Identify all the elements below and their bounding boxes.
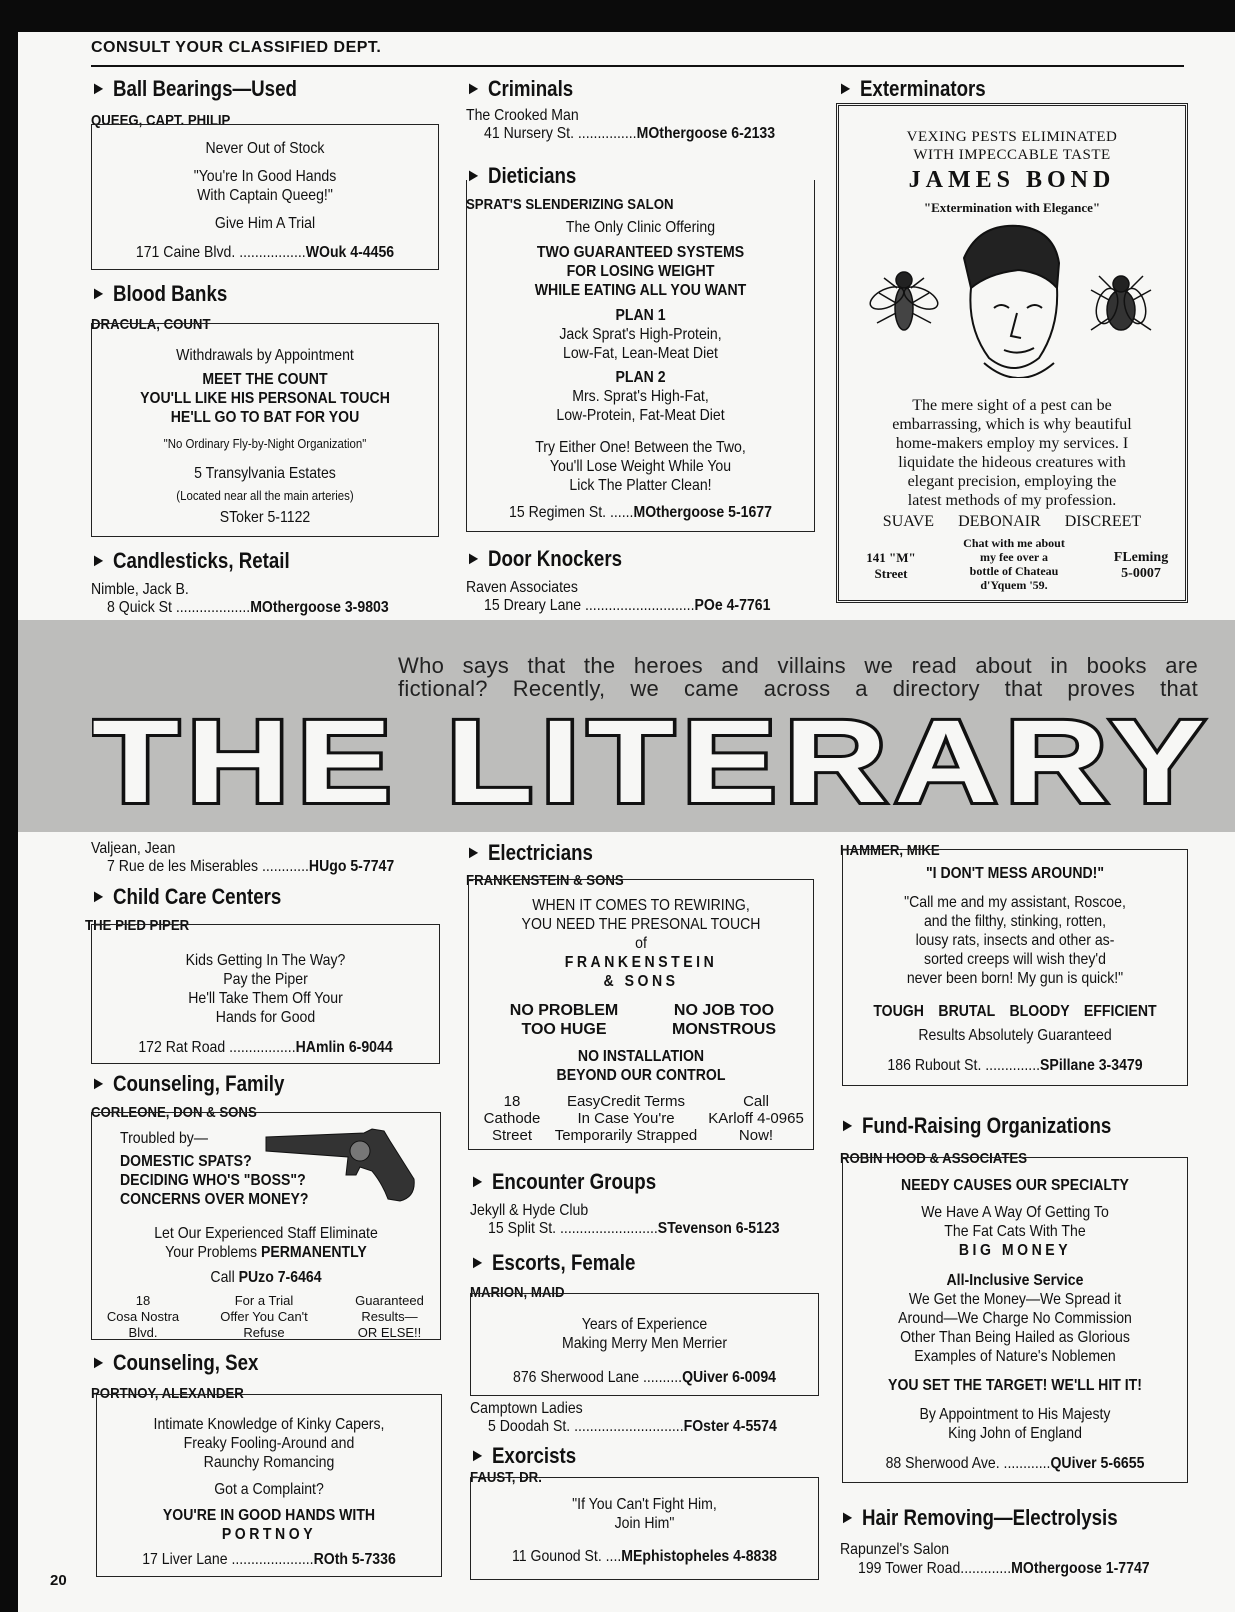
listing-address [484,125,775,143]
ad-line: All-Inclusive Service [946,1272,1084,1289]
ad-line: (Located near all the main arteries) [176,488,354,503]
phone: PUzo 7-6464 [238,1269,322,1286]
ad-line: MONSTROUS [672,1021,776,1038]
ad-line: Pay the Piper [223,971,308,988]
arrow-icon: ► [840,1115,856,1135]
ad-line: latest methods of my profession. [907,492,1117,509]
phone: QUiver 5-6655 [1050,1455,1145,1472]
ad-line: Refuse [243,1325,285,1340]
section-heading: Ball Bearings—Used [112,76,297,101]
section-heading: Exorcists [491,1443,577,1468]
ad-line: "If You Can't Fight Him, [572,1496,717,1513]
tagline-line: Who says that the heroes and villains we read about in books are [398,653,1198,678]
listing-name: FRANKENSTEIN & SONS [466,872,624,889]
phone: HAmlin 6-9044 [295,1039,393,1056]
ad-line: PLAN 1 [615,307,666,324]
ad-box-pied-piper [91,924,440,1064]
arrow-icon: ► [91,283,107,303]
ad-line: Call [743,1093,769,1110]
section-counseling-sex [91,1350,258,1376]
ad-title: JAMES BOND [908,167,1116,193]
arrow-icon: ► [470,1252,486,1272]
address: 17 Liver Lane ..................... [142,1551,314,1568]
ad-emphasis: PERMANENTLY [260,1244,367,1261]
ad-line: 18 [503,1093,521,1110]
ad-line: With Captain Queeg!" [197,187,333,204]
section-ball-bearings [91,76,297,102]
arrow-icon: ► [91,550,107,570]
section-heading: Counseling, Sex [112,1350,259,1375]
listing-address [107,599,389,617]
ad-line: lousy rats, insects and other as- [915,932,1115,949]
ad-address [851,550,931,582]
ad-line: TWO GUARANTEED SYSTEMS [536,244,745,261]
arrow-icon: ► [91,886,107,906]
tagline [398,654,1198,700]
ad-line: 18 [135,1293,151,1308]
section-heading: Encounter Groups [491,1169,657,1194]
ad-line: You'll Lose Weight While You [549,458,732,475]
ad-line: Troubled by— [120,1130,208,1147]
ad-line: "I DON'T MESS AROUND!" [925,865,1105,882]
ad-line: Got a Complaint? [214,1481,324,1498]
section-electricians [466,840,593,866]
arrow-icon: ► [91,1352,107,1372]
phone: MEphistopheles 4-8838 [621,1548,778,1565]
section-heading: Child Care Centers [112,884,282,909]
ad-line: "You're In Good Hands [193,168,337,185]
listing-name: Rapunzel's Salon [840,1541,950,1558]
section-heading: Escorts, Female [491,1250,636,1275]
ad-line: For a Trial [234,1293,294,1308]
ad-line: NO INSTALLATION [577,1048,705,1065]
ad-call [701,1093,811,1144]
phone: ROth 5-7336 [313,1551,396,1568]
listing-name: Camptown Ladies [470,1400,583,1417]
listing-name: ROBIN HOOD & ASSOCIATES [840,1150,1028,1167]
section-escorts [470,1250,635,1276]
ad-box-frankenstein [468,879,814,1150]
ad-line: Intimate Knowledge of Kinky Capers, [153,1416,385,1433]
section-criminals [466,76,573,102]
ad-line: Your Problems [165,1244,258,1261]
listing-address [488,1220,780,1238]
illustration [859,218,1169,378]
ad-line: YOU SET THE TARGET! WE'LL HIT IT! [888,1377,1142,1394]
section-heading: Blood Banks [112,281,228,306]
banner-text: THE LITERARY [92,712,1212,812]
ad-line: Call [210,1269,235,1286]
section-heading: Door Knockers [487,546,623,571]
ad-line: Other Than Being Hailed as Glorious [900,1329,1130,1346]
ad-line: Examples of Nature's Noblemen [914,1348,1116,1365]
ad-line: DECIDING WHO'S "BOSS"? [120,1172,306,1189]
ad-line: In Case You're [577,1110,675,1127]
listing-name: Valjean, Jean [91,840,176,857]
ad-box-robin-hood [842,1157,1188,1483]
ad-box-sprat [466,180,815,532]
ad-line: Low-Protein, Fat-Meat Diet [556,407,725,424]
listing-name: FAUST, DR. [470,1469,542,1486]
ad-line: NEEDY CAUSES OUR SPECIALTY [901,1177,1129,1194]
ad-line: YOU NEED THE PRESONAL TOUCH [521,916,761,933]
ad-line: sorted creeps will wish they'd [924,951,1106,968]
ad-address [473,1093,551,1144]
phone: MOthergoose 6-2133 [636,125,776,142]
address: 15 Regimen St. ...... [509,504,634,521]
ad-paragraph [839,396,1185,510]
ad-line: Freaky Fooling-Around and [183,1435,355,1452]
ad-line: Hands for Good [215,1009,316,1026]
arrow-icon: ► [470,1445,486,1465]
ad-keywords [864,1002,1167,1021]
ad-box-queeg [91,124,439,270]
ad-line: FLeming [1113,550,1169,565]
fly-left-icon [867,272,941,330]
ad-line: PORTNOY [221,1526,317,1543]
ad-line: 141 "M" [866,550,916,565]
section-heading: Fund-Raising Organizations [861,1113,1112,1138]
section-blood-banks [91,281,227,307]
address: 41 Nursery St. ............... [484,125,637,142]
ad-line: NO PROBLEM [509,1002,619,1019]
ad-box-portnoy [96,1394,442,1577]
ad-box-james-bond [836,103,1188,603]
ad-line: "Call me and my assistant, Roscoe, [904,894,1126,911]
phone: QUiver 6-0094 [682,1369,776,1386]
ad-line: BEYOND OUR CONTROL [556,1067,726,1084]
section-heading: Counseling, Family [112,1071,285,1096]
address: 15 Split St. ......................... [488,1220,658,1237]
ad-line: embarrassing, which is why beautiful [892,416,1132,433]
keyword: TOUGH [873,1003,924,1020]
top-border [0,0,1235,32]
header-rule [91,65,1184,67]
ad-column [649,1001,799,1039]
ad-line: WITH IMPECCABLE TASTE [913,147,1111,163]
ad-line: elegant precision, employing the [907,473,1117,490]
ad-line: WHILE EATING ALL YOU WANT [534,282,747,299]
section-child-care [91,884,281,910]
ad-box-corleone [91,1112,441,1340]
ad-line: Guaranteed [355,1293,424,1308]
ad-line: The Fat Cats With The [944,1223,1086,1240]
ad-line: home-makers employ my services. I [895,435,1129,452]
arrow-icon: ► [91,1073,107,1093]
ad-line: Results— [361,1309,418,1324]
listing-name: The Crooked Man [466,107,579,124]
arrow-icon: ► [466,548,482,568]
listing-name: CORLEONE, DON & SONS [91,1104,257,1121]
address: 172 Rat Road ................. [138,1039,296,1056]
ad-line: Making Merry Men Merrier [561,1335,728,1352]
ad-line: Results Absolutely Guaranteed [918,1027,1112,1044]
ad-line: OR ELSE!! [357,1325,422,1340]
listing-address [858,1560,1150,1578]
ad-line: WHEN IT COMES TO REWIRING, [532,897,750,914]
ad-box-faust [470,1477,819,1580]
ad-line: Try Either One! Between the Two, [535,439,746,456]
page-header: CONSULT YOUR CLASSIFIED DEPT. [91,39,382,56]
ad-box-dracula [91,323,439,537]
section-fund-raising [840,1113,1111,1139]
ad-line: VEXING PESTS ELIMINATED [906,129,1118,145]
ad-line: King John of England [948,1425,1082,1442]
section-encounter-groups [470,1169,656,1195]
ad-line: Give Him A Trial [214,215,316,232]
ad-line: liquidate the hideous creatures with [898,454,1126,471]
ad-line: & SONS [603,973,679,990]
phone: STevenson 6-5123 [657,1220,780,1237]
section-exorcists [470,1443,576,1469]
section-heading: Candlesticks, Retail [112,548,290,573]
phone: MOthergoose 1-7747 [1011,1560,1150,1577]
fly-right-icon [1091,276,1151,330]
ad-line: Let Our Experienced Staff Eliminate [154,1225,378,1242]
ad-line: Street [874,566,908,581]
section-exterminators [838,76,986,102]
revolver-icon [264,1127,422,1203]
ad-line: HE'LL GO TO BAT FOR YOU [170,409,360,426]
ad-line: Blvd. [128,1325,158,1340]
address: 88 Sherwood Ave. ............ [885,1455,1051,1472]
section-heading: Hair Removing—Electrolysis [861,1505,1118,1530]
ad-line: Jack Sprat's High-Protein, [559,326,722,343]
banner-title [92,712,1235,812]
ad-chat [934,536,1094,592]
ad-line: BIG MONEY [958,1242,1072,1259]
ad-line: Years of Experience [581,1316,708,1333]
ad-line: CONCERNS OVER MONEY? [120,1191,309,1208]
ad-line: "No Ordinary Fly-by-Night Organization" [163,436,367,451]
ad-line: YOU'LL LIKE HIS PERSONAL TOUCH [140,390,390,407]
ad-line: Cathode [483,1110,541,1127]
ad-line: Withdrawals by Appointment [176,347,354,364]
ad-line: Raunchy Romancing [203,1454,335,1471]
ad-line: PLAN 2 [615,369,666,386]
listing-address [484,597,770,615]
ad-line: He'll Take Them Off Your [188,990,343,1007]
ad-line: DOMESTIC SPATS? [120,1153,252,1170]
ad-line: By Appointment to His Majesty [919,1406,1111,1423]
ad-offer [204,1293,324,1341]
phone: FOster 4-5574 [683,1418,777,1435]
ad-box-hammer [842,849,1188,1086]
ad-line: and the filthy, stinking, rotten, [923,913,1107,930]
ad-line: Mrs. Sprat's High-Fat, [572,388,709,405]
listing-name: QUEEG, CAPT. PHILIP [91,112,231,129]
ad-guarantee [342,1293,437,1341]
left-border [0,0,18,1612]
arrow-icon: ► [466,78,482,98]
section-heading: Exterminators [859,76,986,101]
phone: HUgo 5-7747 [308,858,395,875]
address: 199 Tower Road............. [858,1560,1012,1577]
ad-line: The Only Clinic Offering [565,219,716,236]
arrow-icon: ► [840,1507,856,1527]
address: 7 Rue de les Miserables ............ [107,858,309,875]
ad-line: bottle of Chateau [969,564,1059,578]
keyword: DEBONAIR [958,513,1041,530]
listing-address [107,858,394,876]
section-counseling-family [91,1071,284,1097]
phone: SPillane 3-3479 [1040,1057,1143,1074]
address: 8 Quick St ................... [107,599,251,616]
ad-phone [1101,550,1181,582]
ad-column [489,1001,639,1039]
ad-line: We Get the Money—We Spread it [908,1291,1122,1308]
ad-address [98,1293,188,1341]
ad-line: YOU'RE IN GOOD HANDS WITH [162,1507,376,1524]
address: 876 Sherwood Lane .......... [512,1369,683,1386]
listing-name: HAMMER, MIKE [840,842,940,859]
ad-line: Temporarily Strapped [554,1127,698,1144]
ad-keywords [839,513,1185,531]
bond-caricature [964,226,1059,378]
ad-line: Lick The Platter Clean! [569,477,712,494]
ad-line: EasyCredit Terms [566,1093,686,1110]
arrow-icon: ► [838,78,854,98]
ad-line: Street [491,1127,533,1144]
listing-name: DRACULA, COUNT [91,316,211,333]
ad-line: MEET THE COUNT [202,371,328,388]
section-heading: Electricians [487,840,593,865]
phone: MOthergoose 5-1677 [633,504,772,521]
ad-credit [551,1093,701,1144]
listing-name: Jekyll & Hyde Club [470,1202,589,1219]
section-heading: Criminals [487,76,574,101]
section-candlesticks [91,548,290,574]
keyword: BRUTAL [938,1003,995,1020]
address: 15 Dreary Lane ............................ [484,597,695,614]
address: 11 Gounod St. .... [511,1548,622,1565]
address: 5 Doodah St. ............................ [488,1418,684,1435]
ad-line: my fee over a [979,550,1049,564]
address: 186 Rubout St. .............. [887,1057,1041,1074]
ad-line: Join Him" [614,1515,675,1532]
section-heading: Dieticians [487,163,577,188]
section-hair-removing [840,1505,1118,1531]
ad-line: of [635,935,647,952]
arrow-icon: ► [470,1171,486,1191]
phone: MOthergoose 3-9803 [250,599,389,616]
ad-line: FOR LOSING WEIGHT [566,263,715,280]
ad-line: 5-0007 [1121,566,1161,581]
tagline-line: fictional? Recently, we came across a directory that proves that [398,676,1198,701]
arrow-icon: ► [466,165,482,185]
listing-address [488,1418,777,1436]
ad-line: NO JOB TOO [673,1002,775,1019]
ad-line: Low-Fat, Lean-Meat Diet [563,345,718,362]
ad-line: 5 Transylvania Estates [194,465,336,482]
ad-line: d'Yquem '59. [980,578,1048,592]
listing-name: Nimble, Jack B. [91,581,189,598]
ad-line: TOO HUGE [521,1021,607,1038]
keyword: DISCREET [1064,513,1142,530]
ad-line: We Have A Way Of Getting To [921,1204,1109,1221]
ad-line: Now! [738,1127,774,1144]
ad-line: Offer You Can't [220,1309,308,1324]
ad-line: Never Out of Stock [205,140,325,157]
phone: POe 4-7761 [694,597,771,614]
ad-slogan: "Extermination with Elegance" [923,200,1101,215]
phone: WOuk 4-4456 [305,244,395,261]
listing-name: MARION, MAID [470,1284,565,1301]
arrow-icon: ► [466,842,482,862]
ad-line: Around—We Charge No Commission [898,1310,1132,1327]
keyword: EFFICIENT [1083,1003,1157,1020]
ad-line: FRANKENSTEIN [564,954,718,971]
listing-name: THE PIED PIPER [85,917,190,934]
page-number: 20 [50,1572,67,1589]
ad-box-marion [470,1293,819,1396]
address: 171 Caine Blvd. ................. [135,244,306,261]
keyword: SUAVE [882,513,935,530]
ad-line: KArloff 4-0965 [708,1110,804,1127]
arrow-icon: ► [91,78,107,98]
ad-line: Chat with me about [963,536,1065,550]
ad-line: The mere sight of a pest can be [912,397,1112,414]
phone: SToker 5-1122 [219,509,311,526]
listing-name: Raven Associates [466,579,578,596]
listing-name: SPRAT'S SLENDERIZING SALON [466,196,674,213]
ad-line: Kids Getting In The Way? [185,952,346,969]
listing-name: PORTNOY, ALEXANDER [91,1385,244,1402]
ad-line: never been born! My gun is quick!" [906,970,1124,987]
section-door-knockers [466,546,622,572]
keyword: BLOODY [1009,1003,1070,1020]
ad-line: Cosa Nostra [106,1309,180,1324]
